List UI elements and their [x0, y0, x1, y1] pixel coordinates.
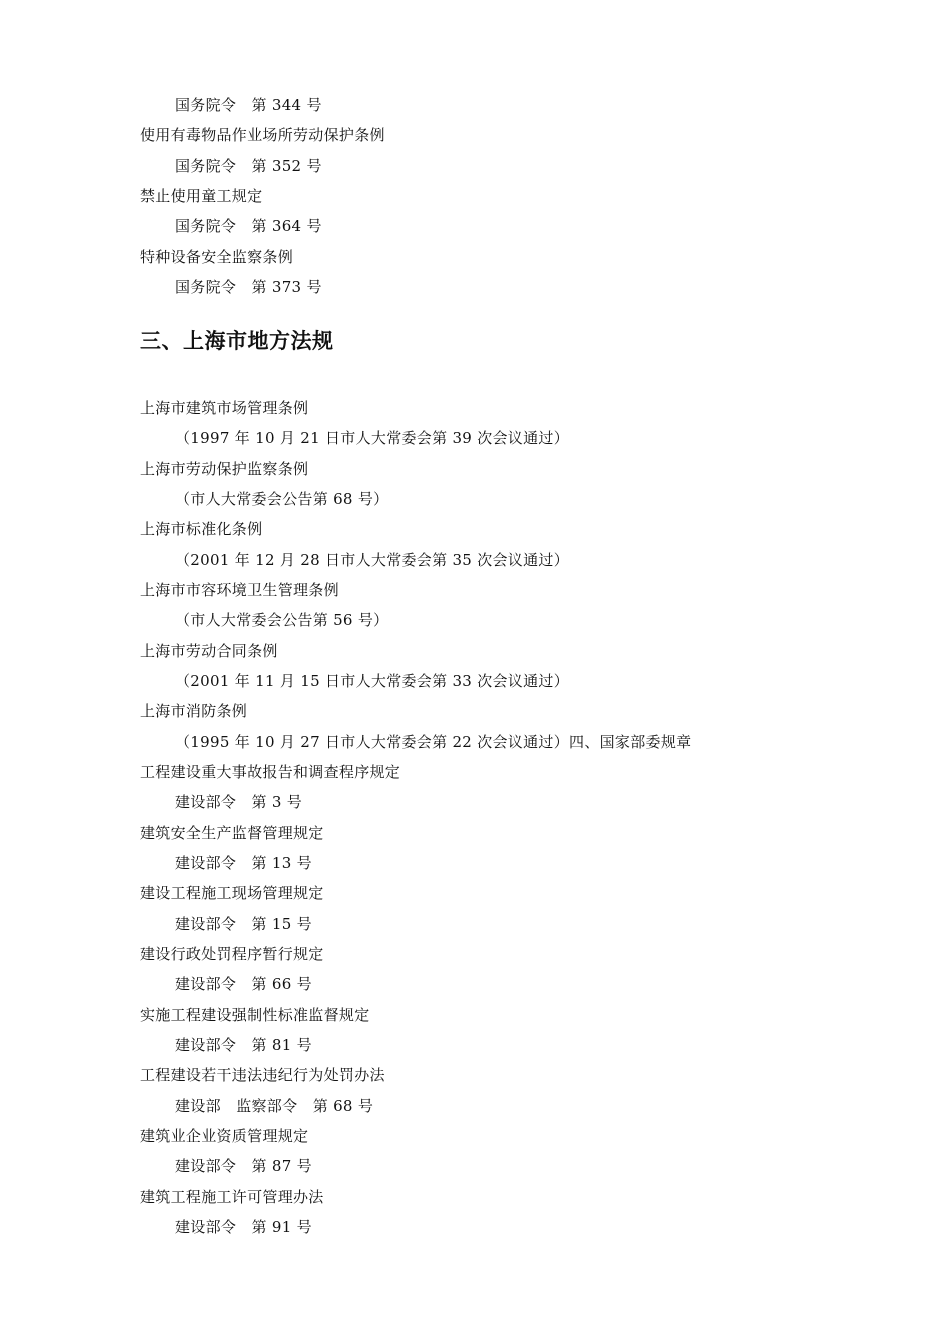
regulation-number: 国务院令 第 364 号	[175, 217, 322, 235]
regulation-number: 建设部令 第 81 号	[175, 1036, 312, 1054]
regulation-title: 上海市建筑市场管理条例	[140, 399, 309, 417]
regulation-note: （2001 年 12 月 28 日市人大常委会第 35 次会议通过）	[175, 551, 570, 569]
regulation-number: 国务院令 第 373 号	[175, 278, 322, 296]
regulation-number: 建设部令 第 87 号	[175, 1157, 312, 1175]
regulation-note: （1997 年 10 月 21 日市人大常委会第 39 次会议通过）	[175, 429, 570, 447]
regulation-number: 建设部令 第 91 号	[175, 1218, 312, 1236]
regulation-title: 工程建设重大事故报告和调查程序规定	[140, 763, 401, 781]
regulation-note: （市人大常委会公告第 68 号）	[175, 490, 389, 508]
regulation-number: 建设部令 第 15 号	[175, 915, 312, 933]
regulation-title: 禁止使用童工规定	[140, 187, 263, 205]
regulation-title: 上海市市容环境卫生管理条例	[140, 581, 339, 599]
regulation-title: 上海市消防条例	[140, 702, 248, 720]
regulation-title: 实施工程建设强制性标准监督规定	[140, 1006, 370, 1024]
regulation-title: 建筑安全生产监督管理规定	[140, 824, 324, 842]
regulation-title: 上海市标准化条例	[140, 520, 263, 538]
section-heading: 三、上海市地方法规	[140, 329, 334, 353]
regulation-title: 上海市劳动保护监察条例	[140, 460, 309, 478]
regulation-title: 特种设备安全监察条例	[140, 248, 294, 266]
regulation-note: （市人大常委会公告第 56 号）	[175, 611, 389, 629]
regulation-title: 使用有毒物品作业场所劳动保护条例	[140, 126, 385, 144]
regulation-number: 国务院令 第 352 号	[175, 157, 322, 175]
regulation-number: 建设部令 第 3 号	[175, 793, 303, 811]
regulation-title: 建设工程施工现场管理规定	[140, 884, 324, 902]
regulation-title: 建设行政处罚程序暂行规定	[140, 945, 324, 963]
regulation-title: 建筑工程施工许可管理办法	[140, 1188, 324, 1206]
regulation-number: 建设部令 第 13 号	[175, 854, 312, 872]
regulation-number: 建设部令 第 66 号	[175, 975, 312, 993]
regulation-number: 建设部 监察部令 第 68 号	[175, 1097, 374, 1115]
regulation-title: 建筑业企业资质管理规定	[140, 1127, 309, 1145]
regulation-title: 上海市劳动合同条例	[140, 642, 278, 660]
regulation-title: 工程建设若干违法违纪行为处罚办法	[140, 1066, 385, 1084]
regulation-number: 国务院令 第 344 号	[175, 96, 322, 114]
regulation-note: （1995 年 10 月 27 日市人大常委会第 22 次会议通过）四、国家部委规章	[175, 733, 692, 751]
regulation-note: （2001 年 11 月 15 日市人大常委会第 33 次会议通过）	[175, 672, 570, 690]
